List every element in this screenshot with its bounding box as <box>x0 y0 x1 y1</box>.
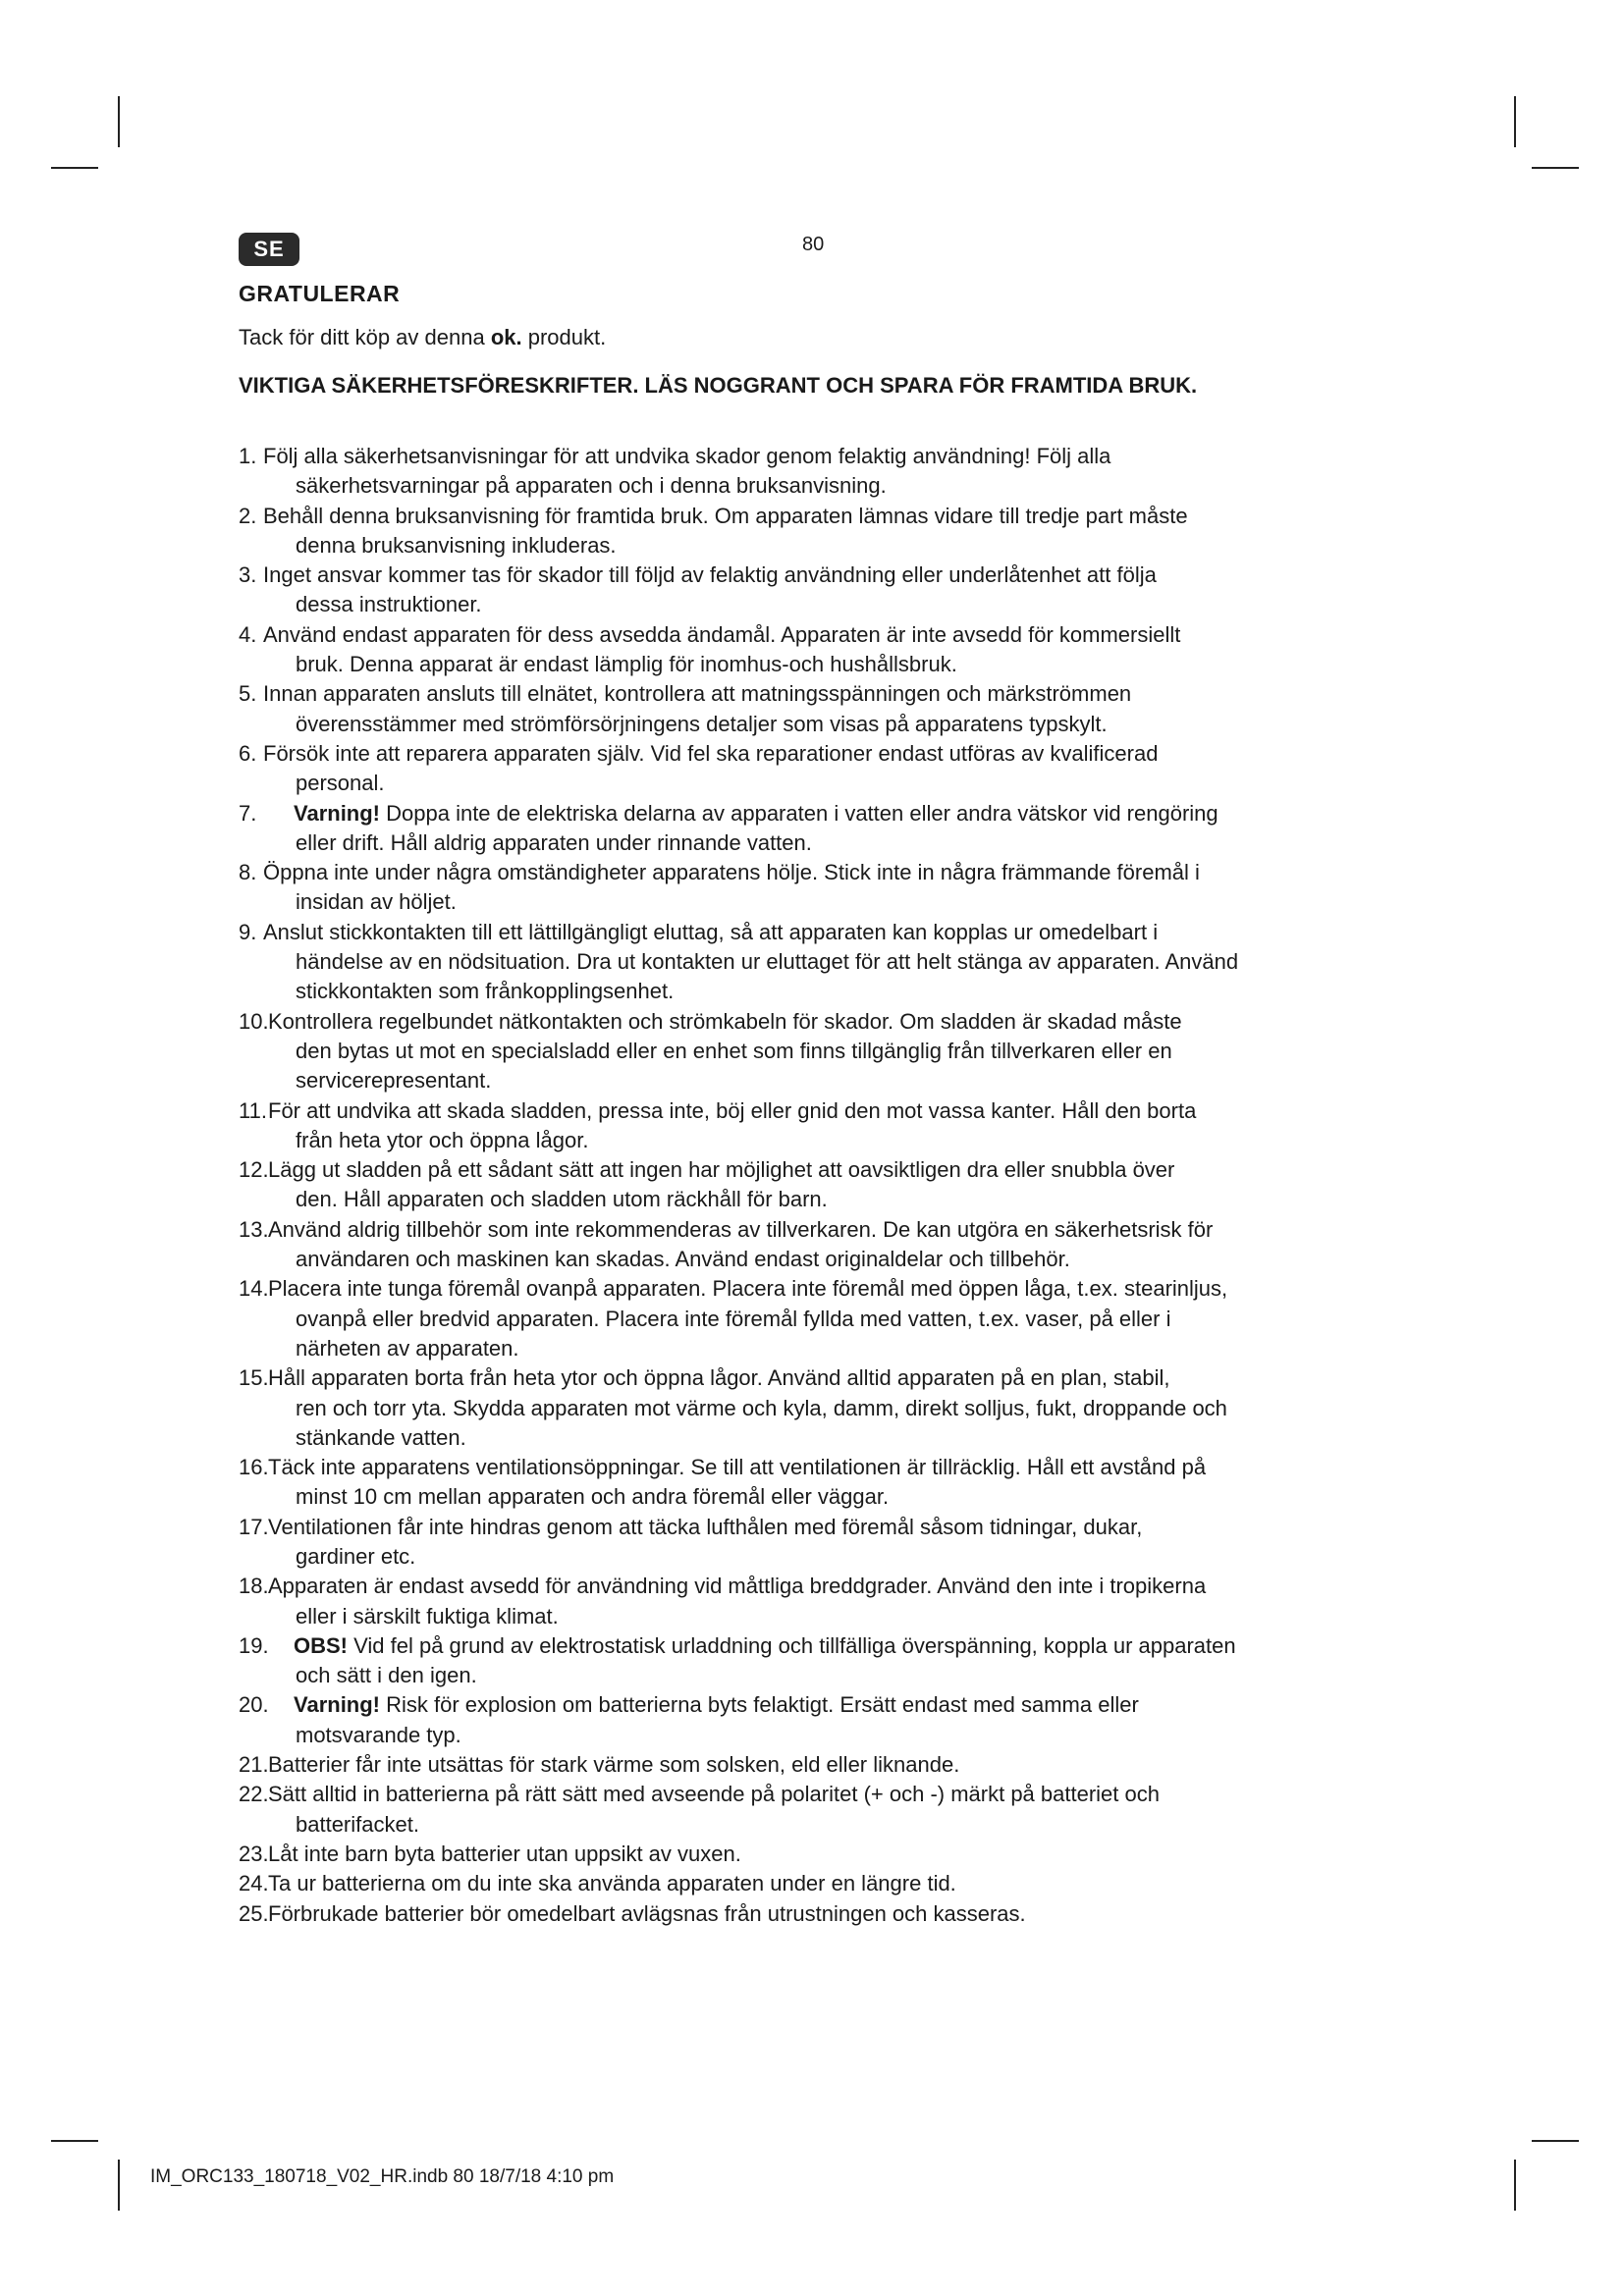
list-item-text <box>268 1780 1397 1840</box>
file-footer: IM_ORC133_180718_V02_HR.indb 80 18/7/18 4:10 pm <box>150 2166 615 2187</box>
language-badge: SE <box>239 233 299 266</box>
list-item-number: 25. <box>239 1900 269 1926</box>
crop-mark-bottom-right-horizontal <box>1532 2140 1579 2142</box>
crop-mark-top-right-horizontal <box>1532 167 1579 169</box>
list-item-number: 7. <box>239 800 257 826</box>
list-item-text <box>263 502 1397 561</box>
safety-heading: VIKTIGA SÄKERHETSFÖRESKRIFTER. LÄS NOGGRANT OCH SPARA FÖR FRAMTIDA BRUK. <box>239 373 1198 398</box>
list-item <box>239 1096 1397 1156</box>
list-item-text <box>263 918 1397 1007</box>
list-item-line: minst 10 cm mellan apparaten och andra föremål eller väggar. <box>296 1484 890 1510</box>
list-item-number: 20. <box>239 1692 269 1718</box>
list-item-text <box>263 561 1397 620</box>
list-item-line: Inget ansvar kommer tas för skador till följd av felaktig användning eller underlåtenhet att följa <box>263 562 1157 588</box>
list-item-number: 16. <box>239 1455 269 1480</box>
list-item-text <box>296 799 1397 859</box>
page-number: 80 <box>802 234 825 255</box>
crop-mark-top-left-horizontal <box>51 167 98 169</box>
list-item-number: 13. <box>239 1216 269 1242</box>
list-item-number: 18. <box>239 1574 269 1599</box>
list-item-number: 12. <box>239 1157 269 1183</box>
list-item-emphasis: OBS! <box>294 1632 348 1658</box>
list-item-line: dessa instruktioner. <box>296 592 482 617</box>
list-item-line: Följ alla säkerhetsanvisningar för att undvika skador genom felaktig användning! Följ alla <box>263 444 1111 468</box>
list-item-line: motsvarande typ. <box>296 1722 461 1747</box>
list-item-line: Använd endast apparaten för dess avsedda ändamål. Apparaten är inte avsedd för kommersiellt <box>263 621 1181 647</box>
list-item-number: 9. <box>239 919 257 944</box>
list-item-line: Öppna inte under några omständigheter apparatens hölje. Stick inte in några främmande föremål i <box>263 860 1200 885</box>
list-item-line: personal. <box>296 771 385 796</box>
list-item-line: För att undvika att skada sladden, pressa inte, böj eller gnid den mot vassa kanter. Håll den borta <box>268 1097 1197 1123</box>
list-item-line: OBS! Vid fel på grund av elektrostatisk urladdning och tillfälliga överspänning, koppla ur apparaten <box>294 1632 1236 1658</box>
list-item-line: Varning! Risk för explosion om batterierna byts felaktigt. Ersätt endast med samma eller <box>294 1692 1139 1718</box>
list-item <box>239 1750 1397 1780</box>
list-item-number: 19. <box>239 1632 269 1658</box>
list-item-line: överensstämmer med strömförsörjningens detaljer som visas på apparatens typskylt. <box>296 711 1108 736</box>
list-item-text <box>268 1215 1397 1275</box>
list-item-line: bruk. Denna apparat är endast lämplig för inomhus-och hushållsbruk. <box>296 652 957 677</box>
list-item-line: eller drift. Håll aldrig apparaten under rinnande vatten. <box>296 829 812 855</box>
list-item <box>239 1274 1397 1363</box>
list-item-number: 4. <box>239 621 257 647</box>
list-item <box>239 918 1397 1007</box>
list-item <box>239 1007 1397 1096</box>
list-item-number: 11. <box>239 1097 267 1123</box>
list-item <box>239 1155 1397 1215</box>
list-item-number: 17. <box>239 1514 269 1539</box>
list-item-line: användaren och maskinen kan skadas. Använd endast originaldelar och tillbehör. <box>296 1247 1070 1272</box>
list-item-line: denna bruksanvisning inkluderas. <box>296 532 617 558</box>
list-item-line: Täck inte apparatens ventilationsöppningar. Se till att ventilationen är tillräcklig. Håll ett avstånd på <box>268 1455 1207 1480</box>
list-item-number: 1. <box>239 444 257 468</box>
list-item-text <box>268 1155 1397 1215</box>
list-item-number: 5. <box>239 681 257 707</box>
crop-mark-top-right-vertical <box>1514 96 1516 147</box>
list-item-line: insidan av höljet. <box>296 889 457 915</box>
list-item <box>239 739 1397 799</box>
list-item-number: 3. <box>239 562 257 588</box>
list-item-line: Försök inte att reparera apparaten själv. Vid fel ska reparationer endast utföras av kvalificerad <box>263 740 1159 766</box>
list-item-line: händelse av en nödsituation. Dra ut kontakten ur eluttaget för att helt stänga av apparaten. Använd <box>296 949 1239 975</box>
list-item-number: 8. <box>239 860 257 885</box>
list-item-number: 2. <box>239 503 257 528</box>
list-item-text <box>268 1274 1397 1363</box>
list-item-number: 24. <box>239 1871 269 1896</box>
list-item-line: Håll apparaten borta från heta ytor och öppna lågor. Använd alltid apparaten på en plan, stabil, <box>268 1365 1170 1391</box>
list-item-line: den bytas ut mot en specialsladd eller en enhet som finns tillgänglig från tillverkaren eller en <box>296 1038 1172 1063</box>
list-item-line: Ventilationen får inte hindras genom att täcka lufthålen med föremål såsom tidningar, dukar, <box>268 1514 1143 1539</box>
list-item-line: Varning! Doppa inte de elektriska delarna av apparaten i vatten eller andra vätskor vid rengöring <box>294 800 1218 826</box>
list-item-text <box>263 739 1397 799</box>
list-item-number: 15. <box>239 1365 269 1391</box>
list-item <box>239 858 1397 918</box>
crop-mark-top-left-vertical <box>118 96 120 147</box>
list-item-line: ren och torr yta. Skydda apparaten mot värme och kyla, damm, direkt solljus, fukt, droppande och <box>296 1395 1227 1420</box>
list-item-text <box>263 858 1397 918</box>
list-item-line: ovanpå eller bredvid apparaten. Placera inte föremål fyllda med vatten, t.ex. vaser, på eller i <box>296 1306 1171 1331</box>
list-item-text <box>296 1631 1397 1691</box>
list-item-text <box>296 1690 1397 1750</box>
list-item-text <box>268 1899 1397 1929</box>
list-item-number: 23. <box>239 1841 269 1866</box>
list-item-line: servicerepresentant. <box>296 1068 492 1094</box>
list-item-text <box>268 1513 1397 1573</box>
list-item <box>239 1631 1397 1691</box>
list-item <box>239 1363 1397 1453</box>
list-item-text <box>268 1869 1397 1898</box>
list-item <box>239 1690 1397 1750</box>
list-item-line: eller i särskilt fuktiga klimat. <box>296 1603 559 1629</box>
list-item-line: säkerhetsvarningar på apparaten och i denna bruksanvisning. <box>296 473 887 499</box>
list-item <box>239 1572 1397 1631</box>
list-item-number: 21. <box>239 1752 269 1778</box>
list-item-text <box>268 1096 1397 1156</box>
intro-text <box>239 325 606 350</box>
list-item-text <box>263 620 1397 680</box>
list-item <box>239 1780 1397 1840</box>
list-item <box>239 502 1397 561</box>
list-item <box>239 1869 1397 1898</box>
list-item-line: Anslut stickkontakten till ett lättillgängligt eluttag, så att apparaten kan kopplas ur omedelbart i <box>263 919 1159 944</box>
list-item <box>239 1215 1397 1275</box>
list-item-text <box>268 1840 1397 1869</box>
list-item-text <box>268 1007 1397 1096</box>
list-item-line: Använd aldrig tillbehör som inte rekommenderas av tillverkaren. De kan utgöra en säkerhetsrisk för <box>268 1216 1214 1242</box>
list-item-line: från heta ytor och öppna lågor. <box>296 1127 589 1152</box>
list-item <box>239 1899 1397 1929</box>
list-item-line: Placera inte tunga föremål ovanpå apparaten. Placera inte föremål med öppen låga, t.ex. stearinljus, <box>268 1276 1228 1302</box>
page-heading: GRATULERAR <box>239 281 401 306</box>
list-item-emphasis: Varning! <box>294 800 381 826</box>
list-item <box>239 620 1397 680</box>
list-item-text <box>263 442 1397 502</box>
list-item-line: Förbrukade batterier bör omedelbart avlägsnas från utrustningen och kasseras. <box>268 1900 1026 1926</box>
list-item <box>239 442 1397 502</box>
list-item-line: och sätt i den igen. <box>296 1663 477 1688</box>
list-item <box>239 1840 1397 1869</box>
list-item-line: Ta ur batterierna om du inte ska använda apparaten under en längre tid. <box>268 1871 956 1896</box>
list-item-emphasis: Varning! <box>294 1692 381 1718</box>
list-item-line: Behåll denna bruksanvisning för framtida bruk. Om apparaten lämnas vidare till tredje part måste <box>263 503 1188 528</box>
list-item-line: Innan apparaten ansluts till elnätet, kontrollera att matningsspänningen och märkströmmen <box>263 681 1132 707</box>
list-item-line: gardiner etc. <box>296 1543 416 1569</box>
intro-before: Tack för ditt köp av denna <box>239 325 491 349</box>
list-item-line: batterifacket. <box>296 1811 419 1837</box>
list-item-text <box>268 1363 1397 1453</box>
list-item <box>239 561 1397 620</box>
list-item-line: stickkontakten som frånkopplingsenhet. <box>296 979 675 1004</box>
list-item-line: Kontrollera regelbundet nätkontakten och strömkabeln för skador. Om sladden är skadad måste <box>268 1008 1182 1034</box>
list-item <box>239 1453 1397 1513</box>
list-item-line: Batterier får inte utsättas för stark värme som solsken, eld eller liknande. <box>268 1752 960 1778</box>
list-item-text <box>263 679 1397 739</box>
brand-name: ok. <box>490 325 522 349</box>
list-item-text <box>268 1453 1397 1513</box>
list-item-number: 6. <box>239 740 257 766</box>
list-item-number: 22. <box>239 1782 269 1807</box>
list-item-line: närheten av apparaten. <box>296 1335 519 1361</box>
list-item-number: 10. <box>239 1008 269 1034</box>
list-item-text <box>268 1572 1397 1631</box>
safety-list <box>239 442 1397 1929</box>
intro-after: produkt. <box>521 325 607 349</box>
list-item-line: Låt inte barn byta batterier utan uppsikt av vuxen. <box>268 1841 741 1866</box>
list-item-line: den. Håll apparaten och sladden utom räckhåll för barn. <box>296 1187 828 1212</box>
crop-mark-bottom-left-vertical <box>118 2160 120 2211</box>
list-item <box>239 679 1397 739</box>
list-item-line: Sätt alltid in batterierna på rätt sätt med avseende på polaritet (+ och -) märkt på batteriet och <box>268 1782 1160 1807</box>
list-item <box>239 799 1397 859</box>
crop-mark-bottom-right-vertical <box>1514 2160 1516 2211</box>
list-item-line: Lägg ut sladden på ett sådant sätt att ingen har möjlighet att oavsiktligen dra eller snubbla över <box>268 1157 1175 1183</box>
list-item-text <box>268 1750 1397 1780</box>
crop-mark-bottom-left-horizontal <box>51 2140 98 2142</box>
list-item-line: stänkande vatten. <box>296 1424 466 1450</box>
list-item <box>239 1513 1397 1573</box>
list-item-number: 14. <box>239 1276 269 1302</box>
list-item-line: Apparaten är endast avsedd för användning vid måttliga breddgrader. Använd den inte i tropikerna <box>268 1574 1207 1599</box>
